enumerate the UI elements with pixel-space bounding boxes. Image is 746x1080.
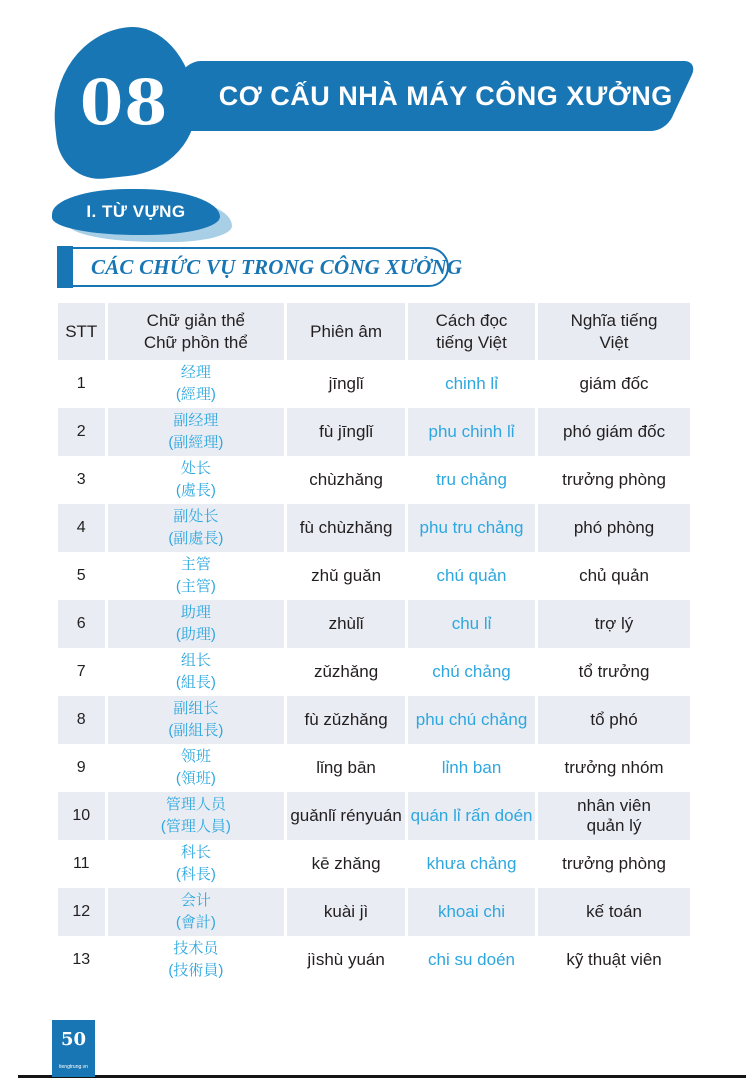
section-title: I. TỪ VỰNG (86, 202, 186, 221)
vocab-row (58, 648, 690, 696)
cell-stt: 9 (76, 759, 86, 777)
cell-stt: 7 (76, 663, 86, 681)
vocab-row (58, 696, 690, 744)
cell-pinyin: zǔzhǎng (313, 661, 379, 681)
vocab-row (58, 936, 690, 984)
cell-viet-reading: chinh lỉ (445, 373, 498, 393)
cell-stt: 10 (58, 792, 105, 840)
col-header-hanzi: Chữ giản thể Chữ phồn thể (108, 303, 285, 360)
section-badge (52, 189, 220, 237)
lesson-title: CƠ CẤU NHÀ MÁY CÔNG XƯỞNG (219, 80, 673, 111)
cell-meaning: kế toán (538, 888, 690, 936)
vocab-row (58, 504, 690, 552)
section-badge-blob (52, 189, 220, 235)
cell-stt: 4 (58, 504, 105, 552)
cell-stt: 6 (58, 600, 105, 648)
vocab-table (55, 303, 693, 984)
subsection-outline (65, 247, 463, 287)
vocab-row (58, 744, 690, 792)
vocab-row (58, 840, 690, 888)
cell-hanzi: 副组长 (副組長) (108, 696, 285, 744)
vocab-row (58, 600, 690, 648)
cell-hanzi: 管理人员 (管理人員) (108, 792, 285, 840)
cell-meaning: chủ quản (579, 565, 650, 585)
cell-stt: 5 (76, 567, 86, 585)
col-header-pinyin: Phiên âm (287, 303, 405, 360)
lesson-title-banner (154, 61, 699, 131)
cell-meaning: trưởng phòng (562, 853, 666, 873)
cell-pinyin: fù jīnglǐ (287, 408, 405, 456)
cell-hanzi: 经理 (經理) (175, 363, 216, 403)
col-header-viet-reading: Cách đọc tiếng Việt (408, 303, 535, 360)
cell-pinyin: lǐng bān (316, 757, 376, 777)
cell-hanzi: 处长 (處長) (175, 459, 216, 499)
cell-viet-reading: khưa chảng (426, 853, 517, 873)
cell-meaning: giám đốc (579, 373, 649, 393)
vocab-row (58, 888, 690, 936)
cell-viet-reading: tru chảng (436, 469, 507, 489)
vocab-row (58, 456, 690, 504)
vocab-row (58, 360, 690, 408)
cell-meaning: phó giám đốc (538, 408, 690, 456)
cell-meaning: trợ lý (538, 600, 690, 648)
cell-meaning: phó phòng (538, 504, 690, 552)
cell-viet-reading: phu tru chảng (408, 504, 535, 552)
page-number: 50 (60, 1029, 87, 1050)
cell-hanzi: 技术员 (技術員) (168, 939, 224, 979)
lesson-number: 08 (79, 65, 169, 139)
cell-hanzi: 助理 (助理) (108, 600, 285, 648)
cell-viet-reading: phu chinh lỉ (408, 408, 535, 456)
cell-pinyin: fù zǔzhǎng (287, 696, 405, 744)
cell-pinyin: guǎnlǐ rényuán (287, 792, 405, 840)
cell-pinyin: jìshù yuán (307, 949, 385, 969)
cell-hanzi: 组长 (組長) (175, 651, 216, 691)
cell-stt: 11 (72, 855, 90, 873)
bottom-rule (18, 1075, 746, 1078)
cell-viet-reading: chi su doén (428, 949, 515, 969)
vocab-table-header (58, 303, 690, 360)
cell-meaning: trưởng phòng (562, 469, 666, 489)
vocab-row (58, 408, 690, 456)
cell-pinyin: jīnglǐ (328, 373, 364, 393)
vocab-row (58, 792, 690, 840)
cell-meaning: kỹ thuật viên (566, 949, 662, 969)
cell-meaning: nhân viên quản lý (538, 792, 690, 840)
cell-pinyin: chùzhǎng (309, 469, 383, 489)
cell-stt: 8 (58, 696, 105, 744)
page-number-box (52, 1020, 95, 1077)
cell-pinyin: kē zhǎng (311, 853, 381, 873)
cell-stt: 12 (58, 888, 105, 936)
cell-viet-reading: khoai chi (408, 888, 535, 936)
vocab-table-body (58, 360, 690, 984)
subsection-left-square (57, 246, 73, 288)
cell-pinyin: fù chùzhǎng (287, 504, 405, 552)
cell-meaning: tổ trưởng (578, 661, 650, 681)
cell-meaning: trưởng nhóm (564, 757, 664, 777)
vocab-row (58, 552, 690, 600)
subsection-title: CÁC CHỨC VỤ TRONG CÔNG XƯỞNG (91, 254, 463, 279)
lesson-number-badge (46, 21, 203, 183)
cell-hanzi: 会计 (會計) (108, 888, 285, 936)
cell-viet-reading: lỉnh ban (441, 757, 502, 777)
cell-stt: 2 (58, 408, 105, 456)
cell-viet-reading: chú quản (436, 565, 507, 585)
col-header-stt: STT (58, 303, 105, 360)
cell-hanzi: 领班 (領班) (175, 747, 216, 787)
cell-hanzi: 主管 (主管) (175, 555, 216, 595)
footer-site: tiengtrung.vn (59, 1064, 88, 1070)
cell-viet-reading: chu lỉ (408, 600, 535, 648)
cell-meaning: tổ phó (538, 696, 690, 744)
cell-pinyin: zhǔ guǎn (311, 565, 382, 585)
cell-viet-reading: quán lỉ rấn doén (408, 792, 535, 840)
cell-pinyin: kuài jì (287, 888, 405, 936)
cell-stt: 1 (76, 375, 86, 393)
cell-pinyin: zhùlǐ (287, 600, 405, 648)
cell-viet-reading: chú chảng (432, 661, 511, 681)
cell-hanzi: 副处长 (副處長) (108, 504, 285, 552)
cell-stt: 13 (72, 951, 91, 969)
cell-viet-reading: phu chú chảng (408, 696, 535, 744)
cell-hanzi: 科长 (科長) (175, 843, 216, 883)
header-row (58, 303, 690, 360)
col-header-meaning: Nghĩa tiếng Việt (538, 303, 690, 360)
cell-stt: 3 (76, 471, 86, 489)
cell-hanzi: 副经理 (副經理) (108, 408, 285, 456)
subsection-title-box (57, 246, 463, 288)
